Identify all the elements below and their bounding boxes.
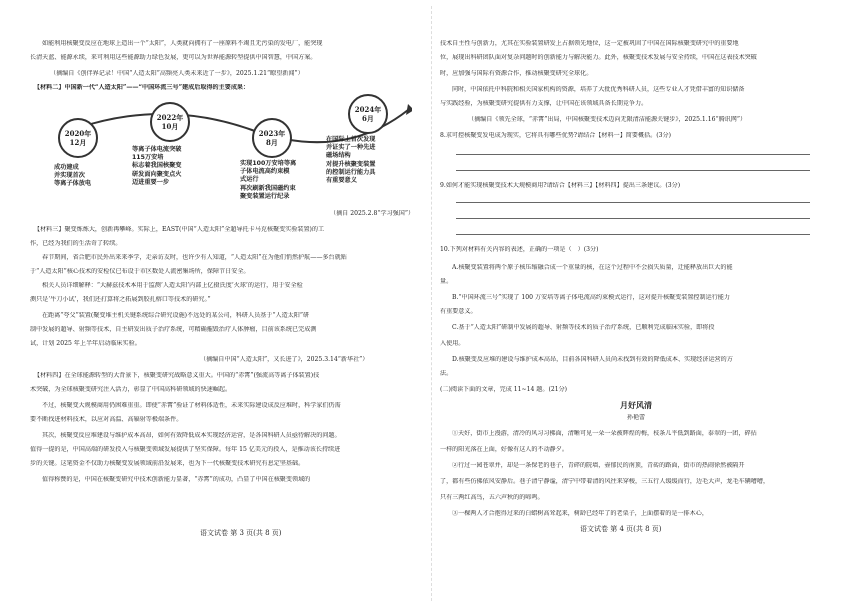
option-a-cont: 量。 <box>440 278 453 285</box>
essay-author: 孙艳蕾 <box>626 414 646 421</box>
essay-line: 了，都有些仿佛依风安静后。巷子清宁静谧，清宁中带着清的风往来穿梭，三五行人缓缓而行，边毛大声，龙毛车辆嘈嘈， <box>440 478 770 485</box>
material-4-line: 不过，核聚变大规模商用仍困难重重。即使“赤霄”验证了材料体适性，未来实际建设成反应堆时，科学家们仍需 <box>42 402 341 409</box>
material-4-line: 【材料四】在全球能源转型的大背景下，核聚变研究战略意义重大。中国的“赤霄”(强流高等离子体装置)技 <box>34 372 320 379</box>
material-4-line: 要不断找进材料技术，以应对高温、高辐射等极端条件。 <box>30 416 183 423</box>
material-4-line: 步的关键。这笔资金不仅助力核聚变发展领域前沿发展来，也为下一代核聚变技术研究有息定坚基础。 <box>30 460 305 467</box>
material-3-line: 【材料三】聚变炼炼大，创新再攀峰。实际上，EAST(中国“人造太阳”全超导托卡马克核聚变实验装置)的工 <box>34 226 325 233</box>
right-page <box>440 0 832 607</box>
left-page <box>30 0 422 607</box>
material-3-line: 作，已经为我们的生活奇了转续。 <box>30 240 122 247</box>
question-9: 9.如何才能实现核聚变技术大规模商用?请结合【材料三】【材料四】提出三条建议。(3分) <box>440 182 681 189</box>
option-a: A.核聚变装置将两个原子核压缩融合成一个重量的核，在这个过程中不会损失质量，迁能释放出巨大的能 <box>452 264 733 271</box>
question-8: 8.求可控核聚变发电成为现实，它将具有哪些优势?请结合【材料一】简要概括。(3分) <box>440 132 671 139</box>
material-3-line: 春节期间，省合肥市民外出来来季学，走亲访友时，也许少有人知道，“人造太阳”在为他们悄然护航——多台就贴 <box>42 254 347 261</box>
timeline-date-2023: 2023年 8月 <box>252 118 292 158</box>
timeline-text-2020: 成功建成 并实现首次 等离子体放电 <box>54 164 92 188</box>
source-3: （摘编自中国“人造太阳”，又长进了》，2025.3.14“新华社”） <box>200 356 369 363</box>
material-3-line: 于“人造太阳”核心技术的安检仪已布设于市区数处人流密集场所，保障节日安全。 <box>30 268 250 275</box>
source-4: （摘编自《领先全球，“赤霄”出局，中国核聚变技术迈向无限清洁能源关键步》，2025.1.16“腾讯网”） <box>468 116 747 123</box>
option-d: D.核聚变反应堆的建设与维护成本高昂，目前各国科研人员尚未找到有效的降低成本、实现经济运营的方 <box>452 356 733 363</box>
intro-line-1: 如能利用核聚变反应在地球上造出一个“太阳”，人类就向拥有了一座原料不竭且无污染的发电厂，能突现 <box>42 40 323 47</box>
option-c: C.基于“人造太阳”研制中发展的超导、射频等技术的质子治疗系统，已顺利完成临床实验，即将投 <box>452 324 715 331</box>
page-footer-right: 语文试卷 第 4 页(共 8 页) <box>580 525 662 533</box>
timeline-text-2023: 实现100万安培等离 子体电流高约束模 式运行 再次刷新我国磁约束 聚变装置运行纪录 <box>240 160 297 200</box>
source-2: （摘自 2025.2.8“学习强国”） <box>330 210 415 217</box>
page-footer-left: 语文试卷 第 3 页(共 8 页) <box>200 529 282 537</box>
material-2-title: 【材料二】中国新一代“人造太阳”——“中国环流三号”建成后取得的主要成果： <box>34 84 250 91</box>
answer-line[interactable] <box>456 154 810 155</box>
continued-line: 同时，中国依托中科院和相关国家机构的资源，培养了大批优秀科研人员，这些专业人才凭借丰富的知识储备 <box>452 86 745 93</box>
option-d-cont: 法。 <box>440 370 453 377</box>
question-10: 10.下列对材料有关内容的表述，正确的一项是（ ）(3分) <box>440 246 599 253</box>
timeline-date-2022: 2022年 10月 <box>150 102 190 142</box>
option-b-cont: 有重要意义。 <box>440 308 477 315</box>
timeline-text-2024: 在国际上首次发现 并证实了一种先进 磁场结构 对提升核聚变装置 的控制运行能力具 有重要意义 <box>326 136 376 185</box>
continued-line: 位，展现出科研团队面对复杂问题时的创新能力与解决能力。此外，核聚变技术发展与安全持续，中国在这表技术突破 <box>440 54 757 61</box>
continued-line: 技术自主性与创新力，尤其在实验装置研发上占据领先地位，这一定被巩固了中国在国际核聚变研究中的重要地 <box>440 40 739 47</box>
continued-line: 与实践经验，为核聚变研究提供有力支撑，让中国在该领域具备长期竞争力。 <box>440 100 648 107</box>
essay-line: ②行过一园苍翠并，却是一条保老的巷子，青碎的院墙，壶郁民的南顶，青砖的路面，街市的热闹徐然被隔开 <box>452 462 745 469</box>
material-3-line: 相关人员详细解释：“大赫兹技术本用于监测‘人造太阳’内部上亿摄氏度‘火球’的运行，用于安全检 <box>42 282 303 289</box>
material-3-line: 试，计划 2025 年上半年启动临床实验。 <box>30 340 141 347</box>
section-2-heading: (二)阅读下面的文章，完成 11~14 题。(21分) <box>440 386 568 393</box>
timeline-date-2024: 2024年 6月 <box>348 94 388 134</box>
material-3-line: 在距离“夸父”装置(聚变堆主机关键系统综合研究设施)不远处的某公司，科研人员基于“人造太阳”研 <box>42 312 310 319</box>
answer-line[interactable] <box>456 218 810 219</box>
essay-line: 只有三两红高鸟，五六声秋的的啼鸣。 <box>440 494 544 501</box>
page-divider <box>431 6 432 601</box>
answer-line[interactable] <box>456 234 810 235</box>
material-4-line: 其次，核聚变反应堆建设与维护成本高昂，如何有效降低成本实现经济运营，是各国科研人员亟待解决的问题。 <box>42 432 341 439</box>
continued-line: 时，应加强与国际有资源合作，推动核聚变研究全球化。 <box>440 70 593 77</box>
answer-line[interactable] <box>456 202 810 203</box>
material-4-line: 值得称赞的是，中国在核聚变研究中技术创新能力显著，“赤霄”的成功，凸显了中国在核聚变领域的 <box>42 476 311 483</box>
answer-line[interactable] <box>456 170 810 171</box>
essay-title: 月好风清 <box>620 400 652 410</box>
option-b: B.“中国环流三号”实现了 100 万安培等离子体电流高约束模式运行，这对提升核聚变装置控制运行能力 <box>452 294 730 301</box>
material-4-line: 术突破，为全球核聚变研究注入活力，彰显了中国高科研领域的快速崛起。 <box>30 386 232 393</box>
material-3-line: 测只是‘牛刀小试’，我们还打算将之拓展到胶扎榕口等技术的研究。” <box>30 296 211 303</box>
timeline-date-2020: 2020年 12月 <box>58 118 98 158</box>
essay-line: 一样的阳光落在上面，好像有这人的不动静夕。 <box>440 446 568 453</box>
material-4-line: 值得一提的是，中国高端的研发投入与核聚变领域发展提供了坚实保障。每年 15 亿美元的投入，是推动该长持续进 <box>30 446 341 453</box>
option-c-cont: 入使用。 <box>440 340 465 347</box>
intro-line-2: 长清天蓝、能源永续，来可利用这些能源助力绿色发展，更可以为世界能源转型提供中国智慧，中国方案。 <box>30 54 317 61</box>
timeline-text-2022: 等离子体电流突破 115万安培 标志着我国核聚变 研发面向聚变点火 迈进重要一步 <box>132 146 182 186</box>
essay-line: ③一棵两人才合抱得过来的白蜡树高耸起来，树龄已经年了的老栗子，上面摆着的是一排木心， <box>452 510 708 517</box>
material-3-line: 制中发展的超导、射频等技术，自主研发出质子治疗系统，可精确摧毁治疗人体肿瘤，目前该系统已完成测 <box>30 326 317 333</box>
source-1: （摘编自《创伴界记录！中国“人造太阳”高频亮人类未来近了一步》，2025.1.21“瞭望新闻”） <box>50 70 304 77</box>
essay-line: ①天好，街市上漫游，清冷的风习习拂面，清晰可见一朵一朵被辉煌的梅，枝条儿平低到路面，泰翠的一团，碎拈 <box>452 430 757 437</box>
